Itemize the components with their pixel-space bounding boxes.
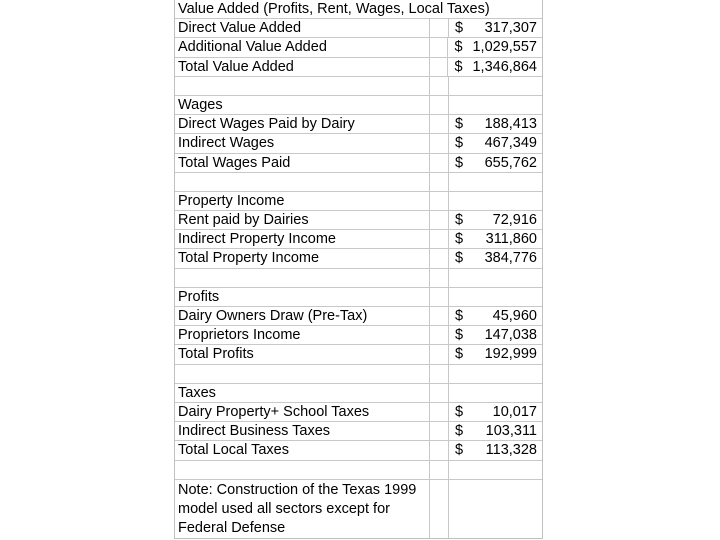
row-label[interactable]: Property Income bbox=[178, 192, 285, 209]
empty-cell[interactable] bbox=[429, 154, 448, 172]
row-label[interactable]: Indirect Property Income bbox=[178, 231, 336, 248]
table-row bbox=[175, 326, 542, 345]
amount: 192,999 bbox=[484, 346, 537, 363]
table-row bbox=[175, 173, 542, 192]
value-cell[interactable] bbox=[448, 115, 542, 133]
amount: 311,860 bbox=[485, 231, 537, 248]
table-row bbox=[175, 154, 542, 173]
table-title-row bbox=[175, 0, 542, 19]
amount bbox=[473, 192, 537, 210]
row-label[interactable] bbox=[175, 77, 429, 95]
currency-symbol bbox=[455, 384, 473, 402]
empty-cell[interactable] bbox=[429, 134, 448, 152]
amount bbox=[473, 173, 537, 191]
row-label[interactable]: Dairy Property+ School Taxes bbox=[178, 403, 370, 420]
value-cell[interactable] bbox=[448, 365, 542, 383]
empty-cell[interactable] bbox=[429, 365, 448, 383]
table-row bbox=[175, 441, 542, 460]
currency-symbol: $ bbox=[455, 423, 464, 440]
value-cell[interactable] bbox=[447, 38, 542, 56]
table-row bbox=[175, 461, 542, 480]
value-cell[interactable] bbox=[448, 249, 542, 267]
empty-cell[interactable] bbox=[429, 345, 448, 363]
currency-symbol: $ bbox=[455, 327, 464, 344]
currency-symbol: $ bbox=[455, 116, 464, 133]
amount: 1,029,557 bbox=[472, 39, 537, 56]
currency-symbol bbox=[455, 365, 473, 383]
amount: 467,349 bbox=[484, 135, 537, 152]
row-label[interactable]: Total Profits bbox=[178, 346, 254, 363]
table-row bbox=[175, 249, 542, 268]
value-cell[interactable] bbox=[447, 58, 542, 76]
amount: 72,916 bbox=[492, 212, 537, 229]
empty-cell[interactable] bbox=[429, 480, 448, 538]
value-cell[interactable] bbox=[448, 77, 542, 95]
row-label[interactable]: Rent paid by Dairies bbox=[178, 212, 309, 229]
row-label[interactable] bbox=[175, 461, 429, 479]
currency-symbol: $ bbox=[455, 250, 464, 267]
table-row bbox=[175, 96, 542, 115]
empty-cell[interactable] bbox=[429, 403, 448, 421]
currency-symbol: $ bbox=[455, 20, 464, 37]
amount: 45,960 bbox=[492, 308, 537, 324]
table-title[interactable]: Value Added (Profits, Rent, Wages, Local Taxes) bbox=[178, 1, 490, 17]
table-row bbox=[175, 19, 542, 38]
value-cell[interactable] bbox=[448, 441, 542, 459]
empty-cell[interactable] bbox=[429, 384, 448, 402]
value-cell[interactable] bbox=[448, 230, 542, 248]
table-row bbox=[175, 269, 542, 288]
row-label[interactable]: Total Local Taxes bbox=[178, 442, 289, 459]
table-row bbox=[175, 384, 542, 403]
amount: 113,328 bbox=[485, 442, 537, 459]
empty-cell[interactable] bbox=[429, 173, 448, 191]
empty-cell[interactable] bbox=[429, 96, 448, 114]
empty-cell[interactable] bbox=[429, 230, 448, 248]
row-label[interactable]: Dairy Owners Draw (Pre-Tax) bbox=[178, 308, 368, 324]
value-cell[interactable] bbox=[448, 211, 542, 229]
table-row bbox=[175, 365, 542, 384]
table-body bbox=[175, 19, 542, 480]
currency-symbol: $ bbox=[454, 39, 463, 56]
amount: 655,762 bbox=[484, 154, 537, 171]
amount bbox=[473, 269, 537, 287]
value-cell[interactable] bbox=[448, 192, 542, 210]
row-label[interactable]: Total Wages Paid bbox=[178, 154, 291, 171]
value-cell[interactable] bbox=[448, 422, 542, 440]
row-label[interactable]: Additional Value Added bbox=[178, 39, 327, 56]
empty-cell[interactable] bbox=[429, 307, 448, 325]
empty-cell[interactable] bbox=[429, 115, 448, 133]
value-cell[interactable] bbox=[448, 154, 542, 172]
currency-symbol bbox=[455, 192, 473, 210]
value-cell[interactable] bbox=[448, 19, 542, 37]
table-row bbox=[175, 230, 542, 249]
table-row bbox=[175, 192, 542, 211]
amount: 317,307 bbox=[484, 20, 537, 37]
empty-cell[interactable] bbox=[429, 269, 448, 287]
table-row bbox=[175, 307, 542, 326]
table-row bbox=[175, 77, 542, 96]
currency-symbol bbox=[455, 77, 473, 95]
currency-symbol: $ bbox=[455, 135, 464, 152]
row-label[interactable]: Profits bbox=[178, 288, 220, 305]
amount: 147,038 bbox=[484, 327, 537, 344]
currency-symbol: $ bbox=[455, 231, 464, 248]
empty-cell[interactable] bbox=[429, 38, 448, 56]
currency-symbol: $ bbox=[455, 154, 464, 171]
value-cell[interactable] bbox=[448, 307, 542, 325]
empty-cell[interactable] bbox=[429, 249, 448, 267]
empty-cell[interactable] bbox=[429, 326, 448, 344]
amount: 188,413 bbox=[484, 116, 537, 133]
empty-cell[interactable] bbox=[429, 192, 448, 210]
empty-cell[interactable] bbox=[429, 288, 448, 306]
table-row bbox=[175, 345, 542, 364]
note-text[interactable]: Note: Construction of the Texas 1999 model used all sectors except for Federal Defense bbox=[178, 481, 417, 536]
currency-symbol bbox=[455, 288, 473, 306]
currency-symbol: $ bbox=[454, 58, 463, 75]
empty-cell[interactable] bbox=[429, 19, 448, 37]
table-row bbox=[175, 58, 542, 77]
value-cell[interactable] bbox=[448, 173, 542, 191]
currency-symbol: $ bbox=[455, 442, 464, 459]
row-label[interactable]: Total Value Added bbox=[178, 58, 294, 75]
table-row bbox=[175, 134, 542, 153]
empty-cell[interactable] bbox=[429, 77, 448, 95]
empty-cell[interactable] bbox=[429, 211, 448, 229]
table-row bbox=[175, 115, 542, 134]
amount bbox=[473, 288, 537, 306]
row-label[interactable]: Indirect Business Taxes bbox=[178, 423, 331, 440]
currency-symbol bbox=[455, 173, 473, 191]
amount: 384,776 bbox=[484, 250, 537, 267]
amount bbox=[473, 384, 537, 402]
row-label[interactable]: Indirect Wages bbox=[178, 135, 275, 152]
value-cell[interactable] bbox=[448, 269, 542, 287]
table-row bbox=[175, 211, 542, 230]
value-cell[interactable] bbox=[448, 345, 542, 363]
table-row bbox=[175, 288, 542, 307]
empty-cell[interactable] bbox=[429, 461, 448, 479]
value-cell[interactable] bbox=[448, 288, 542, 306]
table-row bbox=[175, 38, 542, 57]
amount bbox=[473, 96, 537, 114]
value-cell[interactable] bbox=[448, 403, 542, 421]
row-label[interactable]: Direct Value Added bbox=[178, 20, 302, 37]
empty-cell[interactable] bbox=[448, 480, 542, 538]
value-cell[interactable] bbox=[448, 384, 542, 402]
amount: 10,017 bbox=[492, 403, 537, 420]
empty-cell[interactable] bbox=[429, 422, 448, 440]
row-label[interactable]: Total Property Income bbox=[178, 250, 320, 267]
value-added-table bbox=[174, 0, 543, 539]
table-row bbox=[175, 422, 542, 441]
amount: 1,346,864 bbox=[472, 58, 537, 75]
row-label[interactable]: Wages bbox=[178, 96, 223, 113]
empty-cell[interactable] bbox=[429, 441, 448, 459]
row-label[interactable] bbox=[175, 365, 429, 383]
value-cell[interactable] bbox=[448, 134, 542, 152]
value-cell[interactable] bbox=[448, 96, 542, 114]
empty-cell[interactable] bbox=[429, 58, 448, 76]
currency-symbol: $ bbox=[455, 403, 464, 420]
row-label[interactable]: Direct Wages Paid by Dairy bbox=[178, 116, 355, 133]
table-row bbox=[175, 403, 542, 422]
currency-symbol bbox=[455, 461, 473, 479]
currency-symbol: $ bbox=[455, 212, 464, 229]
currency-symbol bbox=[455, 269, 473, 287]
row-label[interactable] bbox=[175, 173, 429, 191]
currency-symbol: $ bbox=[455, 308, 464, 324]
row-label[interactable] bbox=[175, 269, 429, 287]
value-cell[interactable] bbox=[448, 326, 542, 344]
note-row bbox=[175, 480, 542, 539]
row-label[interactable]: Taxes bbox=[178, 384, 216, 401]
currency-symbol: $ bbox=[455, 346, 464, 363]
row-label[interactable]: Proprietors Income bbox=[178, 327, 301, 344]
amount bbox=[473, 77, 537, 95]
amount bbox=[473, 365, 537, 383]
currency-symbol bbox=[455, 96, 473, 114]
amount: 103,311 bbox=[485, 423, 537, 440]
value-cell[interactable] bbox=[448, 461, 542, 479]
amount bbox=[473, 461, 537, 479]
